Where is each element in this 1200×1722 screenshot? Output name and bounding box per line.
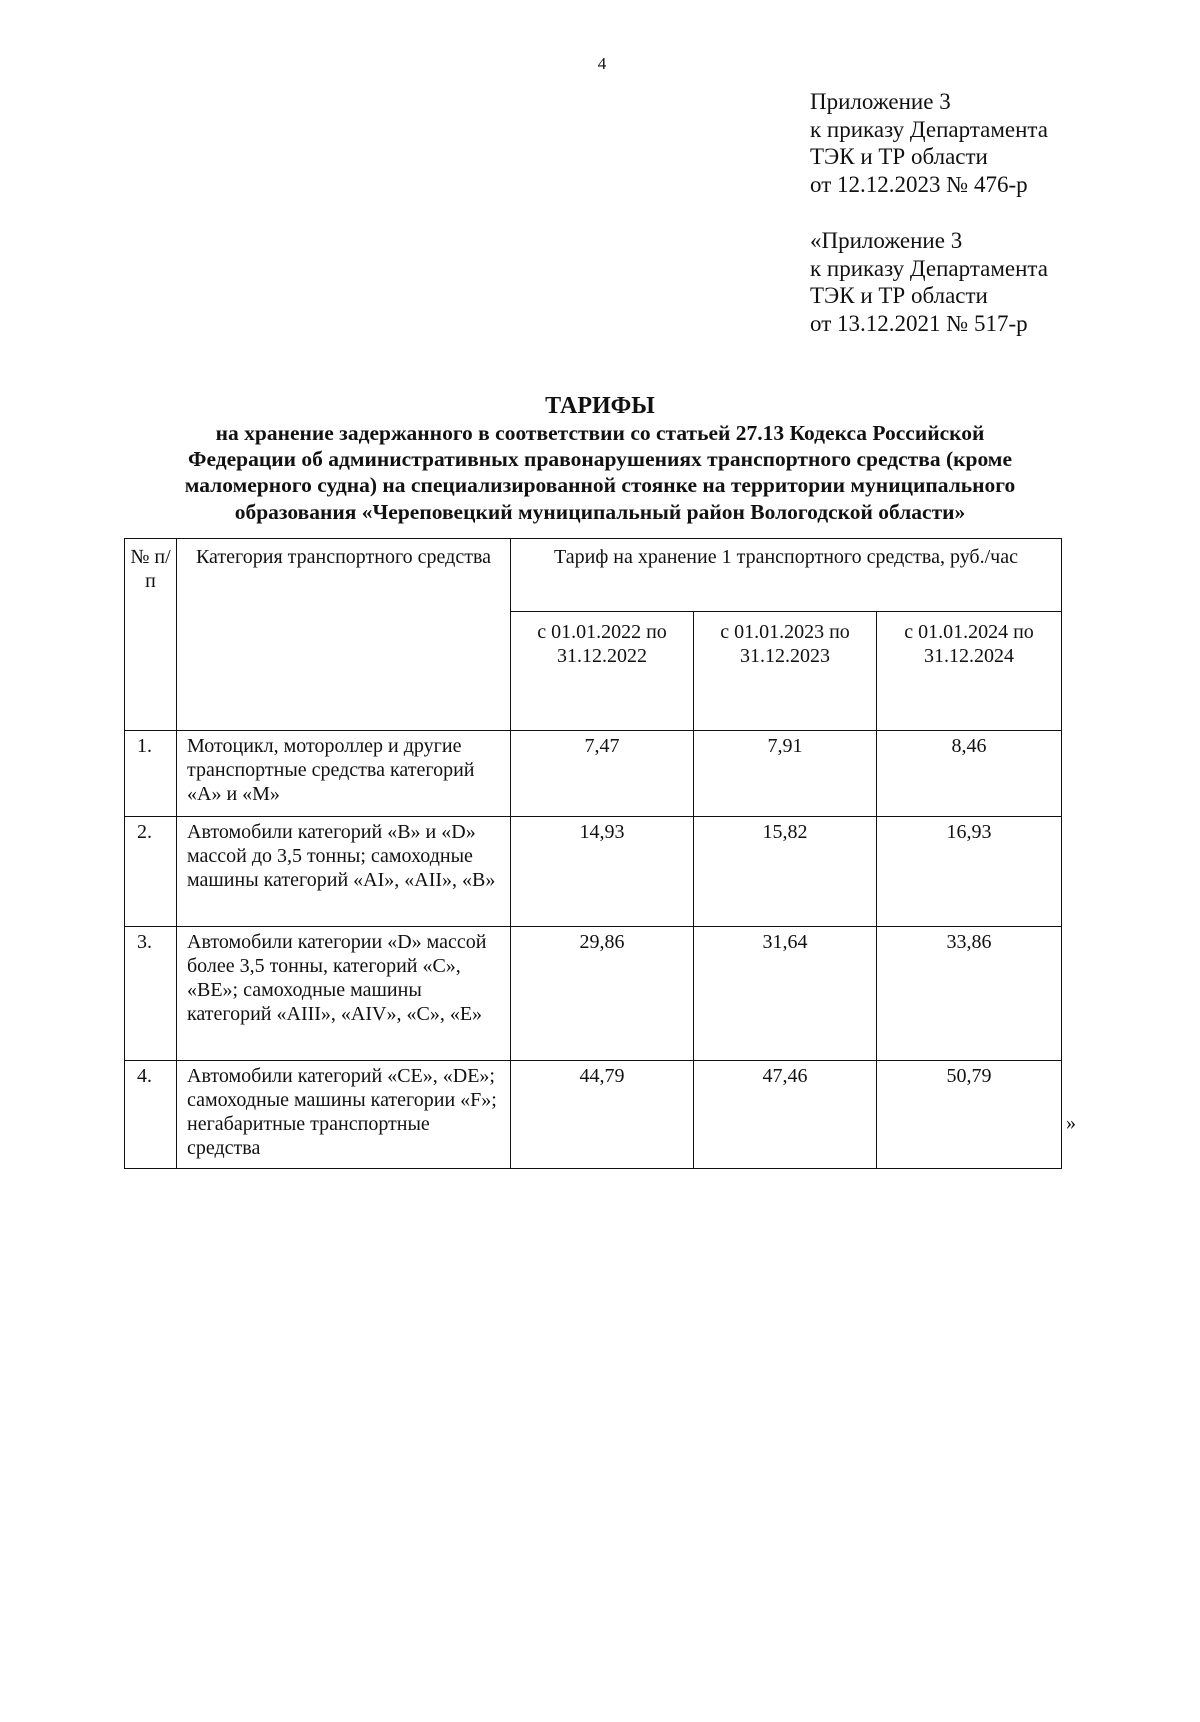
tariff-value: 31,64 xyxy=(694,927,877,1061)
tariff-value: 15,82 xyxy=(694,817,877,927)
document-title xyxy=(100,392,1100,525)
title-subtitle xyxy=(100,420,1100,525)
header-period: с 01.01.2022 по 31.12.2022 xyxy=(511,612,694,731)
title-line: Федерации об административных правонарушениях транспортного средства (кроме xyxy=(187,447,1012,472)
row-category: Автомобили категорий «В» и «D» массой до 3,5 тонны; самоходные машины категорий «АI», «АII», «В» xyxy=(177,817,511,927)
tariff-value: 8,46 xyxy=(877,731,1062,817)
tariff-value: 50,79 xyxy=(877,1061,1062,1169)
title-line: на хранение задержанного в соответствии со статьей 27.13 Кодекса Российской xyxy=(215,421,985,445)
tariff-value: 29,86 xyxy=(511,927,694,1061)
row-number: 4. xyxy=(125,1061,177,1169)
table-row xyxy=(125,817,1062,927)
table-row xyxy=(125,731,1062,817)
tariff-value: 47,46 xyxy=(694,1061,877,1169)
row-number: 3. xyxy=(125,927,177,1061)
appendix-line: от 13.12.2021 № 517-р xyxy=(810,310,1028,336)
header-tariff: Тариф на хранение 1 транспортного средства, руб./час xyxy=(511,539,1062,612)
appendix-line: ТЭК и ТР области xyxy=(810,144,988,169)
appendix-line: Приложение 3 xyxy=(810,89,951,114)
table-row xyxy=(125,927,1062,1061)
header-category: Категория транспортного средства xyxy=(177,539,511,731)
row-category: Автомобили категории «D» массой более 3,5 тонны, категорий «С», «ВЕ»; самоходные машины категорий «АIII», «АIV», «С», «Е» xyxy=(177,927,511,1061)
appendix-line: к приказу Департамента xyxy=(810,116,1048,142)
title-line: маломерного судна) на специализированной стоянке на территории муниципального xyxy=(184,473,1016,498)
row-category: Мотоцикл, мотороллер и другие транспортные средства категорий «А» и «М» xyxy=(177,731,511,817)
row-number: 1. xyxy=(125,731,177,817)
header-period: с 01.01.2023 по 31.12.2023 xyxy=(694,612,877,731)
header-period: с 01.01.2024 по 31.12.2024 xyxy=(877,612,1062,731)
appendix-line: «Приложение 3 xyxy=(810,228,963,253)
table-header-row xyxy=(125,539,1062,612)
tariffs-table xyxy=(124,538,1062,1169)
appendix-line: от 12.12.2023 № 476-р xyxy=(810,171,1028,197)
tariff-value: 44,79 xyxy=(511,1061,694,1169)
row-number: 2. xyxy=(125,817,177,927)
tariff-value: 7,91 xyxy=(694,731,877,817)
title-line: образования «Череповецкий муниципальный район Вологодской области» xyxy=(234,499,966,524)
appendix-header-current xyxy=(810,88,1048,198)
tariff-value: 14,93 xyxy=(511,817,694,927)
tariff-value: 7,47 xyxy=(511,731,694,817)
table-row xyxy=(125,1061,1062,1169)
header-number: № п/п xyxy=(125,539,177,731)
row-category: Автомобили категорий «СЕ», «DE»; самоходные машины категории «F»; негабаритные транспортные средства xyxy=(177,1061,511,1169)
tariff-value: 33,86 xyxy=(877,927,1062,1061)
page-number: 4 xyxy=(597,54,607,73)
title-main: ТАРИФЫ xyxy=(545,393,655,419)
appendix-header-previous xyxy=(810,227,1048,337)
appendix-line: ТЭК и ТР области xyxy=(810,283,988,308)
tariff-value: 16,93 xyxy=(877,817,1062,927)
appendix-line: к приказу Департамента xyxy=(810,255,1048,281)
closing-quote: » xyxy=(1066,1112,1076,1134)
